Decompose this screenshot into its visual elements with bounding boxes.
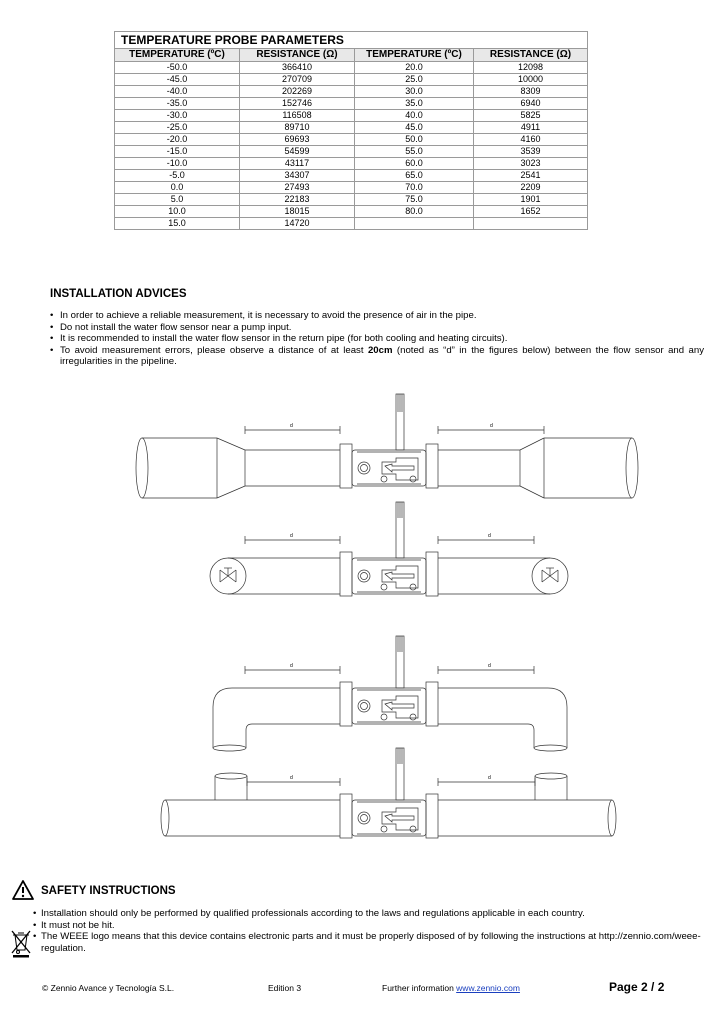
table-cell: 34307 [240, 170, 355, 182]
page-number: Page 2 / 2 [609, 980, 665, 994]
safety-title: SAFETY INSTRUCTIONS [41, 885, 176, 897]
table-cell: 55.0 [355, 146, 474, 158]
table-cell: 60.0 [355, 158, 474, 170]
distance-label: d [490, 423, 493, 429]
column-header: TEMPERATURE (ºC) [115, 49, 240, 62]
installation-title: INSTALLATION ADVICES [50, 288, 187, 300]
flow-sensor-icon [340, 636, 438, 726]
advice-item: • In order to achieve a reliable measurement, it is necessary to avoid the presence of air in the pipe. [50, 310, 704, 322]
table-cell: -15.0 [115, 146, 240, 158]
table-row [115, 110, 588, 122]
table-row [115, 182, 588, 194]
table-cell: 3539 [474, 146, 588, 158]
safety-list [33, 908, 713, 954]
table-cell [474, 218, 588, 230]
warning-icon [12, 880, 34, 900]
table-cell: 27493 [240, 182, 355, 194]
table-cell: 152746 [240, 98, 355, 110]
safety-item: • The WEEE logo means that this device contains electronic parts and it must be properly disposed of by following the instructions at http://zennio.com/weee-regulation. [33, 931, 713, 954]
footer-edition: Edition 3 [268, 983, 302, 993]
table-row [115, 86, 588, 98]
table-cell: 12098 [474, 62, 588, 74]
diagram-pipe-reduction [0, 392, 724, 512]
diagram-pipe-valves [0, 500, 724, 612]
table-cell: -5.0 [115, 170, 240, 182]
table-cell: 4160 [474, 134, 588, 146]
advice-text: (noted as “d” in the figures below) between the flow sensor and any irregularities in the pipeline. [60, 344, 704, 367]
table-row [115, 134, 588, 146]
table-cell: 54599 [240, 146, 355, 158]
table-cell: 6940 [474, 98, 588, 110]
safety-item: • Installation should only be performed by qualified professionals according to the laws and regulations applicable in each country. [33, 908, 713, 920]
temperature-probe-table [114, 31, 588, 230]
table-cell: -45.0 [115, 74, 240, 86]
advice-item: • It is recommended to install the water flow sensor in the return pipe (for both cooling and heating circuits). [50, 333, 704, 345]
distance-value: 20cm [367, 344, 393, 356]
advice-item [50, 345, 704, 368]
table-cell: 20.0 [355, 62, 474, 74]
flow-sensor-icon [340, 502, 438, 596]
table-cell: 1652 [474, 206, 588, 218]
table-cell: 2209 [474, 182, 588, 194]
table-cell: 3023 [474, 158, 588, 170]
table-cell: 14720 [240, 218, 355, 230]
table-cell: -30.0 [115, 110, 240, 122]
table-cell: 40.0 [355, 110, 474, 122]
table-row [115, 146, 588, 158]
installation-advice-list [50, 310, 704, 368]
table-cell: 80.0 [355, 206, 474, 218]
table-cell: 18015 [240, 206, 355, 218]
table-cell: 22183 [240, 194, 355, 206]
advice-text: To avoid measurement errors, please observe a distance of at least [60, 344, 368, 356]
table-row [115, 158, 588, 170]
table-cell: 270709 [240, 74, 355, 86]
column-header: RESISTANCE (Ω) [474, 49, 588, 62]
table-cell: 202269 [240, 86, 355, 98]
distance-label: d [290, 533, 293, 539]
distance-label: d [290, 423, 293, 429]
table-cell: -50.0 [115, 62, 240, 74]
table-row [115, 218, 588, 230]
table-cell: 69693 [240, 134, 355, 146]
table-cell: 45.0 [355, 122, 474, 134]
distance-label: d [290, 663, 293, 669]
table-cell: -40.0 [115, 86, 240, 98]
table-cell: 116508 [240, 110, 355, 122]
table-cell: 8309 [474, 86, 588, 98]
table-row [115, 170, 588, 182]
column-header: RESISTANCE (Ω) [240, 49, 355, 62]
table-cell: 35.0 [355, 98, 474, 110]
table-cell: 65.0 [355, 170, 474, 182]
table-cell: -20.0 [115, 134, 240, 146]
flow-sensor-icon [340, 748, 438, 838]
distance-label: d [488, 775, 491, 781]
table-row [115, 98, 588, 110]
zennio-website-link[interactable]: www.zennio.com [456, 983, 520, 993]
table-cell: 50.0 [355, 134, 474, 146]
table-cell: 70.0 [355, 182, 474, 194]
valve-icon [542, 568, 558, 582]
column-header: TEMPERATURE (ºC) [355, 49, 474, 62]
distance-label: d [488, 533, 491, 539]
table-cell: -10.0 [115, 158, 240, 170]
footer-copyright: © Zennio Avance y Tecnología S.L. [42, 983, 175, 993]
footer-further-info [382, 983, 520, 993]
distance-label: d [290, 775, 293, 781]
table-title: TEMPERATURE PROBE PARAMETERS [115, 32, 588, 49]
valve-icon [220, 568, 236, 582]
table-cell: 75.0 [355, 194, 474, 206]
table-cell: 0.0 [115, 182, 240, 194]
table-row [115, 62, 588, 74]
safety-item: • It must not be hit. [33, 920, 713, 932]
table-cell: 366410 [240, 62, 355, 74]
table-cell: 30.0 [355, 86, 474, 98]
table-body [115, 62, 588, 230]
table-cell: 89710 [240, 122, 355, 134]
table-cell: 43117 [240, 158, 355, 170]
table-cell: 15.0 [115, 218, 240, 230]
table-cell: 2541 [474, 170, 588, 182]
table-header-row [115, 49, 588, 62]
table-cell: 25.0 [355, 74, 474, 86]
table-cell: -25.0 [115, 122, 240, 134]
table-cell: 10000 [474, 74, 588, 86]
table-row [115, 206, 588, 218]
flow-sensor-icon [340, 394, 438, 488]
table-cell: 10.0 [115, 206, 240, 218]
table-cell: 5825 [474, 110, 588, 122]
diagram-pipe-elbows [0, 630, 724, 755]
table-cell: 4911 [474, 122, 588, 134]
table-cell [355, 218, 474, 230]
table-row [115, 122, 588, 134]
advice-item: • Do not install the water flow sensor near a pump input. [50, 322, 704, 334]
table-cell: -35.0 [115, 98, 240, 110]
table-row [115, 194, 588, 206]
table-row [115, 74, 588, 86]
weee-bin-icon [10, 928, 32, 958]
footer-further-info-label: Further information [382, 983, 457, 993]
distance-label: d [488, 663, 491, 669]
table-cell: 5.0 [115, 194, 240, 206]
table-cell: 1901 [474, 194, 588, 206]
diagram-pipe-tees [0, 742, 724, 850]
